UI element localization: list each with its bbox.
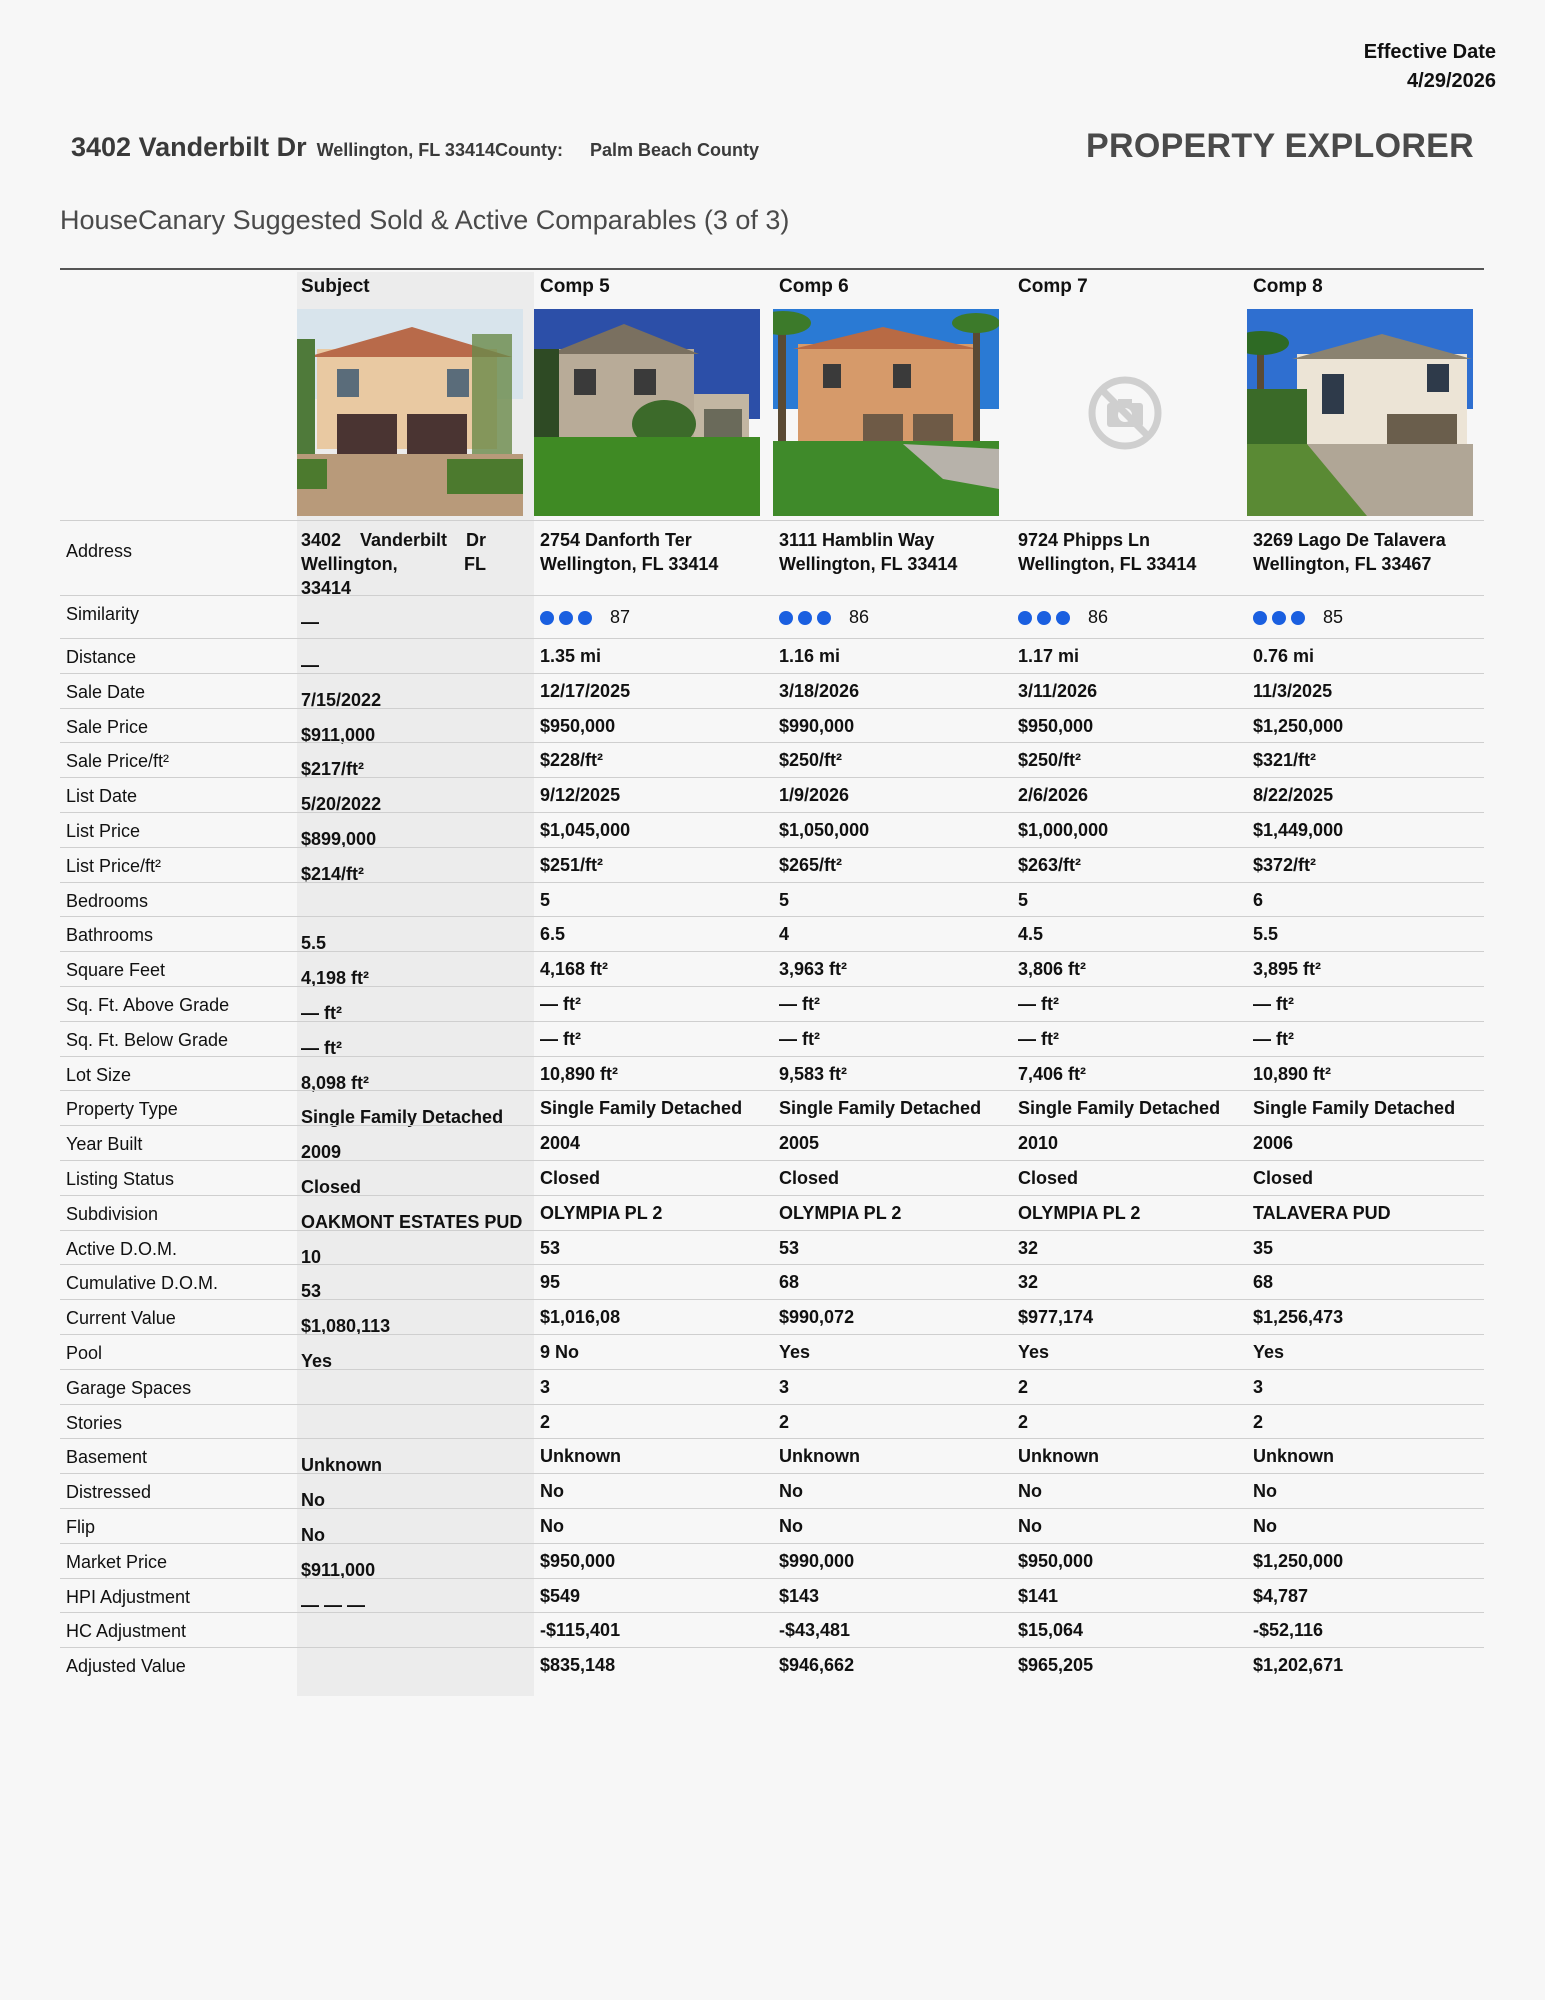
comp-7-value: $263/ft² — [1018, 854, 1082, 875]
comp-8-value: 5.5 — [1253, 924, 1279, 945]
table-row — [60, 673, 1484, 708]
similarity-dot-icon — [1018, 611, 1032, 625]
comp-8-value: -$52,116 — [1253, 1620, 1324, 1641]
similarity-dot-icon — [540, 611, 554, 625]
subject-value: Closed — [301, 1176, 362, 1197]
comp-7-value: 32 — [1018, 1237, 1039, 1258]
subject-address-part: FL — [464, 554, 486, 574]
comp-5-value: 3 — [540, 1376, 551, 1397]
subject-address-part: Wellington, — [301, 554, 398, 574]
comp-5-value: 53 — [540, 1237, 561, 1258]
subject-value: $217/ft² — [301, 759, 365, 780]
table-row — [60, 1578, 1484, 1613]
comp-6-value: 3/18/2026 — [779, 680, 860, 701]
photo-row — [60, 307, 1484, 520]
comp-6-value: 2005 — [779, 1133, 820, 1154]
comp-8-value: $4,787 — [1253, 1585, 1309, 1606]
address-line: 9724 Phipps Ln — [1018, 530, 1151, 550]
table-row — [60, 708, 1484, 743]
subject-address-part: 33414 — [301, 578, 352, 598]
effective-date-value: 4/29/2026 — [1407, 70, 1496, 92]
row-label: List Date — [66, 786, 138, 807]
subject-value: Unknown — [301, 1455, 382, 1476]
row-label: Bedrooms — [66, 890, 149, 911]
row-label: Current Value — [66, 1308, 176, 1329]
comp-7-value: 2/6/2026 — [1018, 785, 1089, 806]
comp-6-address — [779, 528, 957, 576]
row-label: Sale Price — [66, 716, 149, 737]
similarity-score: 86 — [849, 607, 870, 627]
subject-value: 10 — [301, 1246, 322, 1267]
table-row — [60, 1473, 1484, 1511]
comp-5-value: 10,890 ft² — [540, 1063, 619, 1084]
row-label: HPI Adjustment — [66, 1586, 191, 1607]
comp-6-value: Yes — [779, 1341, 811, 1362]
comp-7-value: 3/11/2026 — [1018, 680, 1098, 701]
similarity-dots-icon — [540, 611, 592, 625]
comp-6-value: No — [779, 1515, 803, 1536]
comp-5-value: OLYMPIA PL 2 — [540, 1202, 663, 1223]
comp-6-value: $250/ft² — [779, 750, 843, 771]
comp-7-value: No — [1018, 1481, 1042, 1502]
row-label: Sq. Ft. Below Grade — [66, 1029, 229, 1050]
comp-7-value: 2010 — [1018, 1133, 1059, 1154]
row-label: Square Feet — [66, 960, 166, 981]
table-row — [60, 1160, 1484, 1195]
address-line: Wellington, FL 33414 — [779, 554, 958, 574]
comp-5-value: — ft² — [540, 993, 581, 1014]
property-street: 3402 Vanderbilt Dr — [71, 132, 307, 162]
comp-7-value: Closed — [1018, 1167, 1079, 1188]
comp-6-value: 68 — [779, 1272, 800, 1293]
similarity-dot-icon — [559, 611, 573, 625]
row-label: List Price — [66, 820, 141, 841]
comp-7-value: $950,000 — [1018, 1550, 1094, 1571]
comp-8-house-photo[interactable] — [1247, 309, 1473, 516]
comp-6-value: Single Family Detached — [779, 1098, 982, 1119]
comp-6-value: 1/9/2026 — [779, 785, 850, 806]
subject-value: Yes — [301, 1350, 333, 1371]
column-header-comp-8: Comp 8 — [1253, 276, 1323, 297]
comp-5-value: $1,045,000 — [540, 819, 631, 840]
comp-5-value: 2 — [540, 1411, 551, 1432]
comp-7-value: OLYMPIA PL 2 — [1018, 1202, 1141, 1223]
comp-5-value: No — [540, 1515, 564, 1536]
table-row — [60, 1090, 1484, 1128]
comp-8-value: $372/ft² — [1253, 854, 1317, 875]
comp-7-value: 1.17 mi — [1018, 646, 1080, 666]
comp-6-value: — ft² — [779, 1028, 820, 1049]
comp-8-similarity — [1253, 607, 1343, 628]
similarity-dot-icon — [1056, 611, 1070, 625]
row-label: Address — [66, 541, 133, 561]
column-header-comp-5: Comp 5 — [540, 276, 610, 297]
comp-7-value: 3,806 ft² — [1018, 959, 1087, 980]
similarity-score: 85 — [1323, 607, 1344, 627]
comp-8-value: No — [1253, 1515, 1277, 1536]
row-label: Similarity — [66, 604, 140, 624]
comp-8-value: $1,449,000 — [1253, 819, 1344, 840]
comp-6-value: $990,000 — [779, 1550, 855, 1571]
table-row — [60, 1369, 1484, 1404]
row-label: Active D.O.M. — [66, 1238, 178, 1259]
comp-6-value: 1.16 mi — [779, 646, 841, 666]
comp-6-value: $990,000 — [779, 715, 855, 736]
comp-7-address — [1018, 528, 1196, 576]
comp-7-value: Single Family Detached — [1018, 1098, 1221, 1119]
comp-8-value: — ft² — [1253, 993, 1294, 1014]
comp-8-value: $1,250,000 — [1253, 715, 1344, 736]
comp-8-value: Yes — [1253, 1341, 1285, 1362]
column-header-row — [60, 270, 1484, 307]
comp-6-value: No — [779, 1481, 803, 1502]
subject-value: $214/ft² — [301, 863, 365, 884]
subject-value: — ft² — [301, 1037, 342, 1058]
table-body — [60, 520, 1484, 1682]
comp-7-value: $250/ft² — [1018, 750, 1082, 771]
comp-7-value: $965,205 — [1018, 1655, 1094, 1676]
comp-7-value: — ft² — [1018, 993, 1059, 1014]
comp-6-similarity — [779, 607, 869, 628]
comp-7-value: 32 — [1018, 1272, 1039, 1293]
comp-5-value: No — [540, 1481, 564, 1502]
comp-6-value: 5 — [779, 889, 790, 910]
row-label: Distressed — [66, 1482, 152, 1503]
comp-6-value: OLYMPIA PL 2 — [779, 1202, 902, 1223]
similarity-dot-icon — [779, 611, 793, 625]
comp-6-value: 4 — [779, 924, 790, 945]
subject-value: OAKMONT ESTATES PUD — [301, 1211, 523, 1232]
comp-7-value: 4.5 — [1018, 924, 1044, 945]
county-label: County: — [494, 140, 563, 160]
table-row — [60, 1543, 1484, 1578]
comp-8-value: 2006 — [1253, 1133, 1294, 1154]
comp-7-value: $977,174 — [1018, 1307, 1094, 1328]
comp-7-value: $141 — [1018, 1585, 1059, 1606]
table-row — [60, 986, 1484, 1021]
comp-7-value: — ft² — [1018, 1028, 1059, 1049]
row-label: Cumulative D.O.M. — [66, 1273, 219, 1294]
comp-5-value: 9/12/2025 — [540, 785, 621, 806]
brand-title: PROPERTY EXPLORER — [1086, 127, 1474, 165]
comp-6-value: 3 — [779, 1376, 790, 1397]
address-line: 3269 Lago De Talavera — [1253, 530, 1446, 550]
table-row-address — [60, 520, 1484, 598]
comp-7-similarity — [1018, 607, 1108, 628]
subject-address-part: Vanderbilt — [360, 530, 448, 550]
row-label: Lot Size — [66, 1064, 132, 1085]
comp-6-value: 53 — [779, 1237, 800, 1258]
similarity-dot-icon — [1037, 611, 1051, 625]
subject-value: 8,098 ft² — [301, 1072, 370, 1093]
comp-8-value: Unknown — [1253, 1446, 1334, 1467]
comp-5-value: $251/ft² — [540, 854, 604, 875]
comp-7-value: 2 — [1018, 1411, 1029, 1432]
similarity-dots-icon — [1253, 611, 1305, 625]
comp-8-value: 3,895 ft² — [1253, 959, 1322, 980]
comp-6-value: $1,050,000 — [779, 819, 870, 840]
subject-value: 7/15/2022 — [301, 689, 382, 710]
table-row — [60, 847, 1484, 882]
table-row — [60, 812, 1484, 847]
comp-6-value: $990,072 — [779, 1307, 855, 1328]
comp-5-house-photo[interactable] — [534, 309, 760, 516]
subject-address — [301, 528, 486, 600]
comp-5-value: 5 — [540, 889, 551, 910]
comp-5-value: 1.35 mi — [540, 646, 602, 666]
table-row — [60, 1612, 1484, 1647]
table-row — [60, 1647, 1484, 1682]
property-address-line — [71, 132, 759, 163]
similarity-dot-icon — [1272, 611, 1286, 625]
row-label: Market Price — [66, 1551, 168, 1572]
similarity-dot-icon — [1253, 611, 1267, 625]
comp-8-value: 35 — [1253, 1237, 1274, 1258]
comp-7-value: 5 — [1018, 889, 1029, 910]
comp-5-address — [540, 528, 718, 576]
column-header-comp-7: Comp 7 — [1018, 276, 1088, 297]
subject-value: 53 — [301, 1281, 322, 1302]
similarity-dot-icon — [1291, 611, 1305, 625]
row-label: Adjusted Value — [66, 1656, 186, 1677]
similarity-dot-icon — [578, 611, 592, 625]
table-row — [60, 951, 1484, 989]
subject-value: — ft² — [301, 1002, 342, 1023]
comp-6-value: Closed — [779, 1167, 840, 1188]
comp-5-value: $549 — [540, 1585, 581, 1606]
row-label: List Price/ft² — [66, 855, 162, 876]
comp-8-value: 2 — [1253, 1411, 1264, 1432]
row-label: Stories — [66, 1412, 123, 1433]
comp-8-value: 11/3/2025 — [1253, 680, 1333, 701]
table-row — [60, 1508, 1484, 1543]
comp-8-value: 10,890 ft² — [1253, 1063, 1332, 1084]
row-label: Bathrooms — [66, 925, 154, 946]
similarity-dot-icon — [798, 611, 812, 625]
comp-7-photo-placeholder — [1012, 309, 1238, 516]
comp-5-value: — ft² — [540, 1028, 581, 1049]
table-row — [60, 1230, 1484, 1265]
row-label: Listing Status — [66, 1168, 175, 1189]
comp-7-value: 2 — [1018, 1376, 1029, 1397]
comp-5-value: 95 — [540, 1272, 561, 1293]
row-label: Property Type — [66, 1099, 178, 1120]
comp-5-value: Single Family Detached — [540, 1098, 743, 1119]
subject-value: $911,000 — [301, 724, 376, 745]
subject-similarity: — — [301, 612, 319, 632]
comparables-table — [60, 268, 1484, 1682]
table-row — [60, 1195, 1484, 1230]
comp-8-value: 3 — [1253, 1376, 1264, 1397]
comp-8-address — [1253, 528, 1446, 576]
subject-value: 4,198 ft² — [301, 968, 370, 989]
comp-6-value: 3,963 ft² — [779, 959, 848, 980]
table-row — [60, 1334, 1484, 1369]
similarity-dot-icon — [817, 611, 831, 625]
comp-8-value: Single Family Detached — [1253, 1098, 1456, 1119]
no-photo-icon — [1085, 373, 1165, 453]
table-row — [60, 1056, 1484, 1091]
comp-5-value: 2004 — [540, 1133, 581, 1154]
comp-5-value: $950,000 — [540, 715, 616, 736]
similarity-dots-icon — [1018, 611, 1070, 625]
table-row — [60, 1021, 1484, 1056]
address-line: Wellington, FL 33467 — [1253, 554, 1432, 574]
table-row — [60, 1438, 1484, 1476]
comp-7-value: $1,000,000 — [1018, 819, 1109, 840]
row-label: Year Built — [66, 1134, 143, 1155]
subject-value: No — [301, 1490, 325, 1511]
comp-6-value: $265/ft² — [779, 854, 843, 875]
effective-date-label: Effective Date — [1363, 41, 1496, 63]
comp-5-value: 12/17/2025 — [540, 680, 631, 701]
comp-8-value: 0.76 mi — [1253, 646, 1315, 666]
subject-value: Single Family Detached — [301, 1107, 504, 1128]
address-line: 2754 Danforth Ter — [540, 530, 692, 550]
comp-5-similarity — [540, 607, 630, 628]
comp-5-value: 6.5 — [540, 924, 566, 945]
address-line: Wellington, FL 33414 — [540, 554, 719, 574]
comp-5-value: $1,016,08 — [540, 1307, 621, 1328]
comp-8-value: $1,250,000 — [1253, 1550, 1344, 1571]
table-row — [60, 777, 1484, 815]
subject-address-part: 3402 — [301, 530, 342, 550]
comp-8-value: Closed — [1253, 1167, 1314, 1188]
comp-8-value: $1,256,473 — [1253, 1307, 1344, 1328]
property-city: Wellington, FL 33414 — [316, 140, 495, 160]
row-label: Sale Price/ft² — [66, 751, 170, 772]
comp-5-value: $228/ft² — [540, 750, 604, 771]
comp-6-value: 2 — [779, 1411, 790, 1432]
address-line: 3111 Hamblin Way — [779, 530, 935, 550]
comp-6-house-photo[interactable] — [773, 309, 999, 516]
comp-7-value: $950,000 — [1018, 715, 1094, 736]
comp-8-value: — ft² — [1253, 1028, 1294, 1049]
comp-6-value: $946,662 — [779, 1655, 855, 1676]
column-header-subject: Subject — [301, 276, 370, 297]
row-label: Distance — [66, 647, 137, 667]
comp-5-value: -$115,401 — [540, 1620, 621, 1641]
comp-7-value: $15,064 — [1018, 1620, 1084, 1641]
table-row — [60, 1299, 1484, 1337]
comp-8-value: $1,202,671 — [1253, 1655, 1344, 1676]
row-label: Subdivision — [66, 1203, 159, 1224]
comp-8-value: $321/ft² — [1253, 750, 1317, 771]
comp-8-value: 6 — [1253, 889, 1264, 910]
table-row — [60, 882, 1484, 917]
similarity-score: 87 — [610, 607, 631, 627]
subject-value: No — [301, 1524, 325, 1545]
comp-7-value: 7,406 ft² — [1018, 1063, 1087, 1084]
subject-value: $1,080,113 — [301, 1316, 391, 1337]
comp-7-value: No — [1018, 1515, 1042, 1536]
address-line: Wellington, FL 33414 — [1018, 554, 1197, 574]
similarity-score: 86 — [1088, 607, 1109, 627]
comp-8-value: 8/22/2025 — [1253, 785, 1334, 806]
comp-5-value: Unknown — [540, 1446, 621, 1467]
table-row — [60, 638, 1484, 673]
comp-5-value: $835,148 — [540, 1655, 616, 1676]
section-title: HouseCanary Suggested Sold & Active Comparables (3 of 3) — [60, 205, 790, 235]
row-label: Flip — [66, 1516, 96, 1537]
comp-8-value: TALAVERA PUD — [1253, 1202, 1391, 1223]
table-row-similarity — [60, 595, 1484, 638]
comp-6-value: -$43,481 — [779, 1620, 851, 1641]
table-row — [60, 1264, 1484, 1302]
subject-value: — — — — [301, 1594, 366, 1615]
subject-value: $899,000 — [301, 828, 377, 849]
comp-6-value: Unknown — [779, 1446, 860, 1467]
row-label: Basement — [66, 1447, 148, 1468]
effective-date-block — [1364, 38, 1496, 96]
comp-7-value: Yes — [1018, 1341, 1050, 1362]
comp-8-value: 68 — [1253, 1272, 1274, 1293]
row-label: Garage Spaces — [66, 1377, 192, 1398]
subject-value: 5/20/2022 — [301, 794, 382, 815]
table-row — [60, 916, 1484, 954]
comp-5-value: Closed — [540, 1167, 601, 1188]
comp-6-value: $143 — [779, 1585, 820, 1606]
table-row — [60, 1125, 1484, 1163]
subject-address-part: Dr — [465, 530, 486, 550]
subject-house-photo[interactable] — [297, 309, 523, 516]
comp-5-value: $950,000 — [540, 1550, 616, 1571]
subject-value: 2009 — [301, 1142, 342, 1163]
comp-8-value: No — [1253, 1481, 1277, 1502]
subject-value: — — [301, 655, 319, 675]
column-header-comp-6: Comp 6 — [779, 276, 849, 297]
similarity-dots-icon — [779, 611, 831, 625]
comp-6-value: 9,583 ft² — [779, 1063, 848, 1084]
comp-5-value: 4,168 ft² — [540, 959, 609, 980]
row-label: Sale Date — [66, 681, 146, 702]
table-row — [60, 1404, 1484, 1439]
table-row — [60, 742, 1484, 780]
row-label: Pool — [66, 1342, 103, 1363]
subject-value: $911,000 — [301, 1559, 376, 1580]
row-label: HC Adjustment — [66, 1621, 187, 1642]
comp-5-value: 9 No — [540, 1341, 580, 1362]
comp-7-value: Unknown — [1018, 1446, 1099, 1467]
county-value: Palm Beach County — [589, 140, 760, 160]
subject-value: 5.5 — [301, 933, 327, 954]
row-label: Sq. Ft. Above Grade — [66, 994, 230, 1015]
comp-6-value: — ft² — [779, 993, 820, 1014]
